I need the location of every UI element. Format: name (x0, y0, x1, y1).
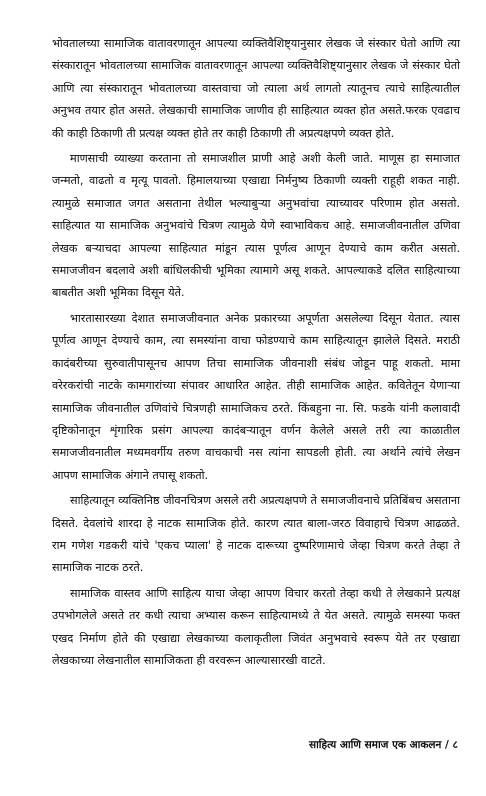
paragraph-4: साहित्यातून व्यक्तिनिष्ठ जीवनचित्रण असले तरी अप्रत्यक्षपणे ते समाजजीवनाचे प्रतिबिंबच असताना दिसते. देवलांचे शारदा हे नाटक सामाजिक होते. कारण त्यात बाला-जरठ विवाहाचे चित्रण आढळते. राम गणेश गडकरी यांचे 'एकच प्याला' हे नाटक दारूच्या दुष्परिणामाचे जेव्हा चित्रण करते तेव्हा ते सामाजिक नाटक ठरते. (52, 494, 460, 575)
running-title-and-page-number: साहित्य आणि समाज एक आकलन / ८ (308, 739, 458, 751)
page-body (52, 33, 460, 672)
page-footer (309, 738, 458, 752)
paragraph-2: माणसाची व्याख्या करताना तो समाजशील प्राणी आहे अशी केली जाते. माणूस हा समाजात जन्मतो, वाढतो व मृत्यू पावतो. हिमालयाच्या एखाद्या निर्मनुष्य ठिकाणी व्यक्ती राहूही शकत नाही. त्यामुळे समाजात जगत असताना तेथील भल्याबुऱ्या अनुभवांचा त्याच्यावर परिणाम होत असतो. साहित्यात या सामाजिक अनुभवांचे चित्रण त्यामुळे येणे स्वाभाविकच आहे. समाजजीवनातील उणिवा लेखक बऱ्याचदा आपल्या साहित्यात मांडून त्यास पूर्णत्व आणून देण्याचे काम करीत असतो. समाजजीवन बदलावे अशी बांधिलकीची भूमिका त्यामागे असू शकते. आपल्याकडे दलित साहित्याच्या बाबतीत अशी भूमिका दिसून येते. (52, 152, 460, 300)
paragraph-5: सामाजिक वास्तव आणि साहित्य याचा जेव्हा आपण विचार करतो तेव्हा कधी ते लेखकाने प्रत्यक्ष उपभोगलेले असते तर कधी त्याचा अभ्यास करून साहित्यामध्ये ते येत असते. त्यामुळे समस्या फक्त एखद निर्माण होते की एखाद्या लेखकाच्या कलाकृतीला जिवंत अनुभवाचे स्वरूप येते तर एखाद्या लेखकाच्या लेखनातील सामाजिकता ही वरवरून आल्यासारखी वाटते. (52, 586, 460, 667)
paragraph-3: भारतासारख्या देशात समाजजीवनात अनेक प्रकारच्या अपूर्णता असलेल्या दिसून येतात. त्यास पूर्णत्व आणून देण्याचे काम, त्या समस्यांना वाचा फोडण्याचे काम साहित्यातून झालेले दिसते. मराठी कादंबरीच्या सुरुवातीपासूनच आपण तिचा सामाजिक जीवनाशी संबंध जोडून पाहू शकतो. मामा वरेरकरांची नाटके कामगारांच्या संपावर आधारित आहेत. तीही सामाजिक आहेत. कवितेतून येणाऱ्या सामाजिक जीवनातील उणिवांचे चित्रणही सामाजिकच ठरते. किंबहुना ना. सि. फडके यांनी कलावादी दृष्टिकोनातून शृंगारिक प्रसंग आपल्या कादंबऱ्यातून वर्णन केलेले असले तरी त्या काळातील समाजजीवनातील मध्यमवर्गीय तरुण वाचकाची नस त्यांना सापडली होती. त्या अर्थाने त्यांचे लेखन आपण सामाजिक अंगाने तपासू शकतो. (52, 311, 460, 482)
paragraph-1: भोवतालच्या सामाजिक वातावरणातून आपल्या व्यक्तिवैशिष्ट्यानुसार लेखक जे संस्कार घेतो आणि त्या संस्कारातून भोवतालच्या सामाजिक वातावरणातून आपल्या व्यक्तिवैशिष्ट्यानुसार लेखक जे संस्कार घेतो आणि त्या संस्कारातून भोवतालच्या वास्तवाचा जो त्याला अर्थ लागतो त्यातूनच त्याचे साहित्यातील अनुभव तयार होत असते. लेखकाची सामाजिक जाणीव ही साहित्यात व्यक्त होत असते.फरक एवढाच की काही ठिकाणी ती प्रत्यक्ष व्यक्त होते तर काही ठिकाणी ती अप्रत्यक्षपणे व्यक्त होते. (52, 37, 460, 140)
